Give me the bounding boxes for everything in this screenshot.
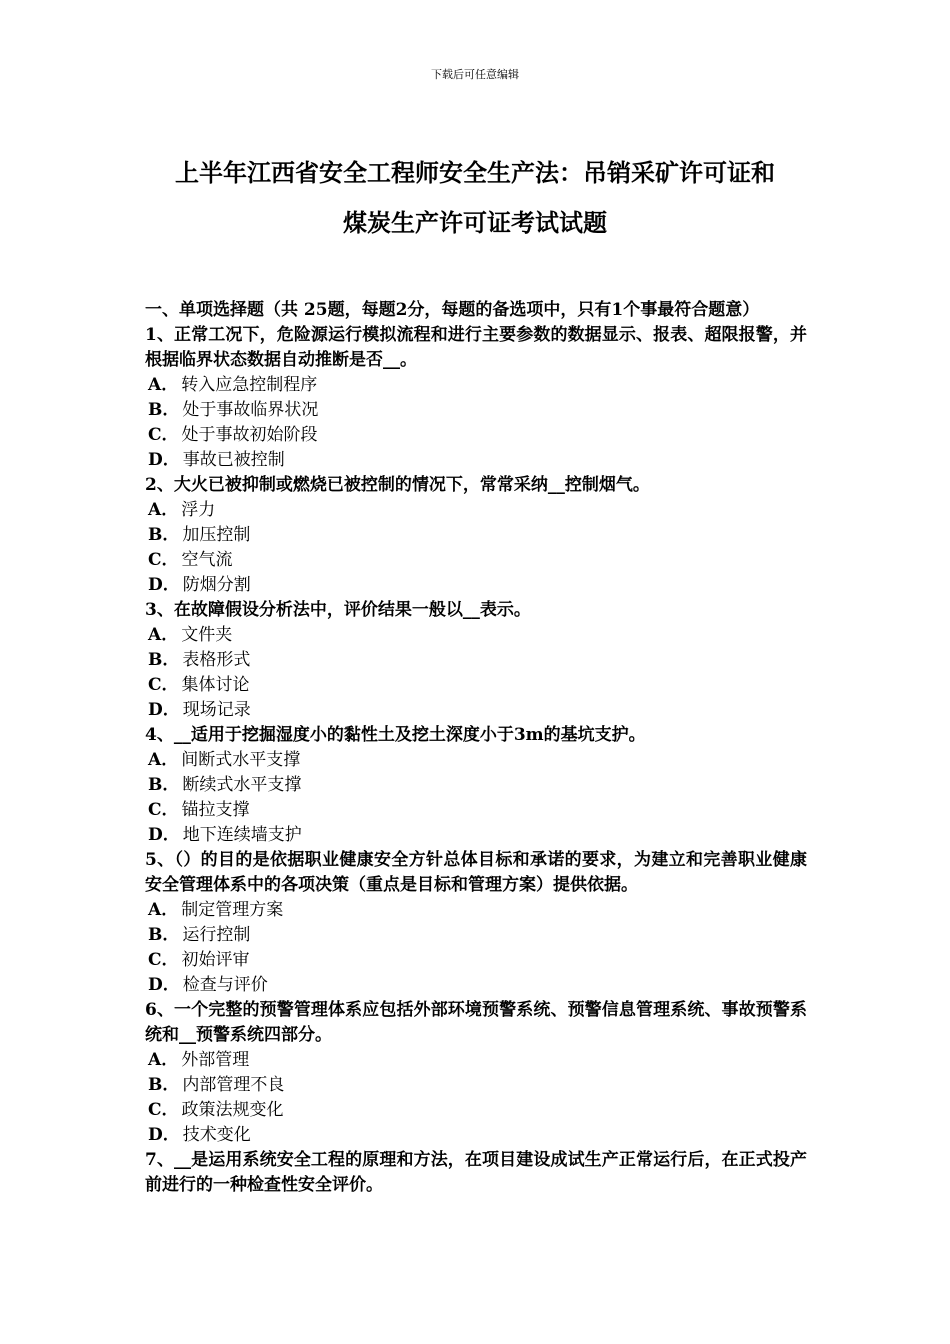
option-text: 浮力 xyxy=(181,500,216,520)
option-b xyxy=(145,923,807,948)
option-letter: D． xyxy=(148,825,180,845)
option-text: 集体讨论 xyxy=(181,675,250,695)
option-text: 检查与评价 xyxy=(182,975,268,995)
option-letter: A． xyxy=(148,900,179,920)
option-text: 文件夹 xyxy=(181,625,233,645)
option-letter: C． xyxy=(148,800,179,820)
option-letter: A． xyxy=(148,375,179,395)
option-a xyxy=(145,373,807,398)
option-letter: B． xyxy=(148,925,180,945)
option-letter: B． xyxy=(148,650,180,670)
option-letter: D． xyxy=(148,450,180,470)
option-d xyxy=(145,973,807,998)
question-3 xyxy=(145,598,807,723)
option-b xyxy=(145,648,807,673)
option-letter: B． xyxy=(148,525,180,545)
title-line-1: 上半年江西省安全工程师安全生产法：吊销采矿许可证和 xyxy=(175,158,775,187)
option-text: 内部管理不良 xyxy=(182,1075,285,1095)
option-text: 初始评审 xyxy=(181,950,250,970)
option-a xyxy=(145,1048,807,1073)
option-text: 锚拉支撑 xyxy=(181,800,250,820)
question-stem: 1、正常工况下，危险源运行模拟流程和进行主要参数的数据显示、报表、超限报警，并根据临界状态数据自动推断是否__。 xyxy=(145,325,807,370)
option-text: 运行控制 xyxy=(182,925,251,945)
option-letter: C． xyxy=(148,425,179,445)
option-letter: C． xyxy=(148,1100,179,1120)
option-text: 制定管理方案 xyxy=(181,900,284,920)
option-letter: B． xyxy=(148,775,180,795)
question-stem: 5、（）的目的是依据职业健康安全方针总体目标和承诺的要求，为建立和完善职业健康安全管理体系中的各项决策（重点是目标和管理方案）提供依据。 xyxy=(145,850,807,895)
option-d xyxy=(145,573,807,598)
question-stem: 3、在故障假设分析法中，评价结果一般以__表示。 xyxy=(145,600,531,620)
question-stem: 6、一个完整的预警管理体系应包括外部环境预警系统、预警信息管理系统、事故预警系统和__预警系统四部分。 xyxy=(145,1000,807,1045)
option-a xyxy=(145,748,807,773)
option-d xyxy=(145,1123,807,1148)
option-c xyxy=(145,423,807,448)
option-letter: D． xyxy=(148,575,180,595)
document-title xyxy=(120,148,830,248)
option-letter: C． xyxy=(148,950,179,970)
option-letter: D． xyxy=(148,1125,180,1145)
question-7 xyxy=(145,1148,807,1198)
option-text: 处于事故临界状况 xyxy=(182,400,319,420)
header-note: 下载后可任意编辑 xyxy=(431,68,519,81)
option-letter: C． xyxy=(148,675,179,695)
option-c xyxy=(145,548,807,573)
option-d xyxy=(145,823,807,848)
option-text: 地下连续墙支护 xyxy=(182,825,302,845)
option-text: 防烟分割 xyxy=(182,575,251,595)
option-letter: A． xyxy=(148,1050,179,1070)
option-text: 断续式水平支撑 xyxy=(182,775,302,795)
option-letter: A． xyxy=(148,750,179,770)
option-text: 处于事故初始阶段 xyxy=(181,425,318,445)
title-line-2: 煤炭生产许可证考试试题 xyxy=(343,208,607,237)
option-a xyxy=(145,898,807,923)
option-d xyxy=(145,448,807,473)
question-5 xyxy=(145,848,807,998)
question-stem: 7、__是运用系统安全工程的原理和方法，在项目建设成试生产正常运行后，在正式投产前进行的一种检查性安全评价。 xyxy=(145,1150,807,1195)
option-letter: B． xyxy=(148,400,180,420)
option-a xyxy=(145,498,807,523)
option-d xyxy=(145,698,807,723)
question-6 xyxy=(145,998,807,1148)
option-c xyxy=(145,948,807,973)
option-letter: D． xyxy=(148,975,180,995)
option-text: 空气流 xyxy=(181,550,233,570)
question-4 xyxy=(145,723,807,848)
option-a xyxy=(145,623,807,648)
section-heading: 一、单项选择题（共 25题，每题2分，每题的备选项中，只有1个事最符合题意） xyxy=(145,300,760,320)
option-letter: A． xyxy=(148,500,179,520)
option-text: 外部管理 xyxy=(181,1050,250,1070)
option-letter: A． xyxy=(148,625,179,645)
option-letter: D． xyxy=(148,700,180,720)
document-body xyxy=(145,298,807,1198)
option-text: 表格形式 xyxy=(182,650,251,670)
option-c xyxy=(145,673,807,698)
question-1 xyxy=(145,323,807,473)
option-b xyxy=(145,1073,807,1098)
option-letter: B． xyxy=(148,1075,180,1095)
option-letter: C． xyxy=(148,550,179,570)
option-b xyxy=(145,398,807,423)
option-text: 间断式水平支撑 xyxy=(181,750,301,770)
option-text: 现场记录 xyxy=(182,700,251,720)
option-c xyxy=(145,798,807,823)
option-b xyxy=(145,523,807,548)
option-text: 转入应急控制程序 xyxy=(181,375,318,395)
option-text: 加压控制 xyxy=(182,525,251,545)
option-b xyxy=(145,773,807,798)
question-stem: 2、大火已被抑制或燃烧已被控制的情况下，常常采纳__控制烟气。 xyxy=(145,475,650,495)
option-text: 技术变化 xyxy=(182,1125,251,1145)
option-text: 事故已被控制 xyxy=(182,450,285,470)
question-stem: 4、__适用于挖掘湿度小的黏性土及挖土深度小于3m的基坑支护。 xyxy=(145,725,646,745)
option-text: 政策法规变化 xyxy=(181,1100,284,1120)
option-c xyxy=(145,1098,807,1123)
question-2 xyxy=(145,473,807,598)
